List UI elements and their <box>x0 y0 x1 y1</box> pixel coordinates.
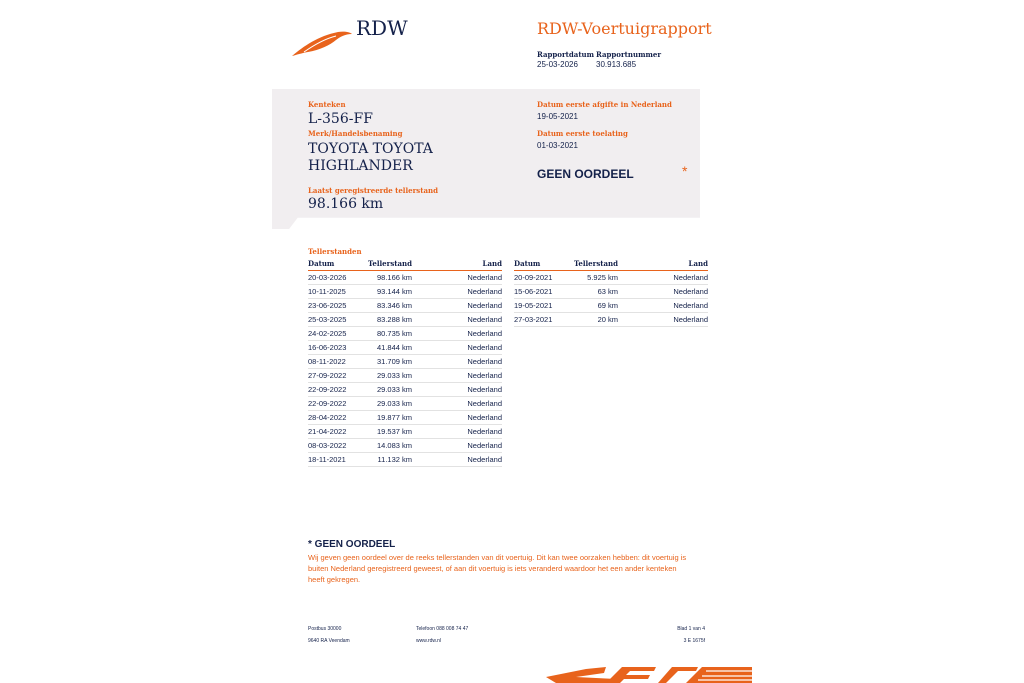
cell-country: Nederland <box>412 369 502 383</box>
decorative-stripes-icon <box>546 663 752 683</box>
first-admission-value: 01-03-2021 <box>537 141 578 150</box>
cell-date: 20-09-2021 <box>514 271 574 285</box>
table-row <box>308 383 502 397</box>
cell-date: 19-05-2021 <box>514 299 574 313</box>
table-row <box>308 411 502 425</box>
footer-page: Blad 1 van 4 <box>677 626 705 632</box>
col-date: Datum <box>514 259 574 271</box>
cell-date: 22-09-2022 <box>308 383 368 397</box>
cell-country: Nederland <box>412 355 502 369</box>
odometer-table-left <box>308 259 502 467</box>
make-line-2: HIGHLANDER <box>308 158 413 174</box>
plate-label: Kenteken <box>308 100 346 109</box>
cell-date: 16-06-2023 <box>308 341 368 355</box>
cell-reading: 80.735 km <box>368 327 412 341</box>
table-row <box>308 425 502 439</box>
cell-country: Nederland <box>412 299 502 313</box>
footer-po-box: Postbus 30000 <box>308 626 342 632</box>
cell-country: Nederland <box>412 439 502 453</box>
table-row <box>308 453 502 467</box>
footer-phone: Telefoon 088 008 74 47 <box>416 626 469 632</box>
verdict: GEEN OORDEEL <box>537 167 634 181</box>
table-row <box>308 341 502 355</box>
footer-website: www.rdw.nl <box>416 638 442 644</box>
col-country: Land <box>618 259 708 271</box>
table-row <box>308 439 502 453</box>
report-number: 30.913.685 <box>596 60 637 69</box>
cell-reading: 63 km <box>574 285 618 299</box>
cell-date: 10-11-2025 <box>308 285 368 299</box>
table-row <box>308 327 502 341</box>
last-odometer-label: Laatst geregistreerde tellerstand <box>308 186 438 195</box>
table-row <box>514 271 708 285</box>
cell-reading: 14.083 km <box>368 439 412 453</box>
cell-country: Nederland <box>618 299 708 313</box>
cell-country: Nederland <box>412 285 502 299</box>
table-row <box>308 271 502 285</box>
cell-date: 18-11-2021 <box>308 453 368 467</box>
col-date: Datum <box>308 259 368 271</box>
cell-country: Nederland <box>618 271 708 285</box>
cell-reading: 29.033 km <box>368 397 412 411</box>
cell-country: Nederland <box>412 341 502 355</box>
report-title: RDW-Voertuigrapport <box>537 19 712 38</box>
cell-reading: 83.346 km <box>368 299 412 313</box>
first-nl-value: 19-05-2021 <box>537 112 578 121</box>
cell-date: 20-03-2026 <box>308 271 368 285</box>
cell-country: Nederland <box>618 313 708 327</box>
cell-reading: 31.709 km <box>368 355 412 369</box>
cell-reading: 98.166 km <box>368 271 412 285</box>
cell-reading: 20 km <box>574 313 618 327</box>
table-row <box>308 299 502 313</box>
cell-date: 27-03-2021 <box>514 313 574 327</box>
cell-reading: 83.288 km <box>368 313 412 327</box>
table-row <box>308 369 502 383</box>
cell-reading: 19.537 km <box>368 425 412 439</box>
cell-country: Nederland <box>412 425 502 439</box>
cell-date: 23-06-2025 <box>308 299 368 313</box>
cell-date: 08-11-2022 <box>308 355 368 369</box>
cell-date: 25-03-2025 <box>308 313 368 327</box>
cell-date: 15-06-2021 <box>514 285 574 299</box>
cell-reading: 41.844 km <box>368 341 412 355</box>
cell-reading: 93.144 km <box>368 285 412 299</box>
table-row <box>308 355 502 369</box>
cell-date: 27-09-2022 <box>308 369 368 383</box>
cell-reading: 5.925 km <box>574 271 618 285</box>
first-nl-label: Datum eerste afgifte in Nederland <box>537 100 672 109</box>
col-reading: Tellerstand <box>368 259 412 271</box>
rdw-logo-icon <box>290 28 354 58</box>
cell-country: Nederland <box>412 383 502 397</box>
cell-reading: 11.132 km <box>368 453 412 467</box>
table-row <box>308 313 502 327</box>
note-title: * GEEN OORDEEL <box>308 539 396 550</box>
col-country: Land <box>412 259 502 271</box>
plate-value: L-356-FF <box>308 111 373 127</box>
table-row <box>514 299 708 313</box>
cell-country: Nederland <box>412 271 502 285</box>
cell-date: 24-02-2025 <box>308 327 368 341</box>
verdict-asterisk: * <box>682 163 688 179</box>
cell-reading: 19.877 km <box>368 411 412 425</box>
cell-reading: 29.033 km <box>368 369 412 383</box>
cell-date: 21-04-2022 <box>308 425 368 439</box>
make-line-1: TOYOTA TOYOTA <box>308 141 433 157</box>
make-label: Merk/Handelsbenaming <box>308 129 403 138</box>
cell-reading: 29.033 km <box>368 383 412 397</box>
cell-date: 28-04-2022 <box>308 411 368 425</box>
cell-country: Nederland <box>412 397 502 411</box>
cell-country: Nederland <box>618 285 708 299</box>
odometer-section-title: Tellerstanden <box>308 247 362 256</box>
cell-country: Nederland <box>412 453 502 467</box>
cell-date: 22-09-2022 <box>308 397 368 411</box>
cell-reading: 69 km <box>574 299 618 313</box>
first-admission-label: Datum eerste toelating <box>537 129 628 138</box>
table-row <box>514 285 708 299</box>
col-reading: Tellerstand <box>574 259 618 271</box>
note-line-2: buiten Nederland geregistreerd geweest, of aan dit voertuig is iets veranderd waardoor het een ander kenteken <box>308 564 677 573</box>
footer-address: 9640 RA Veendam <box>308 638 350 644</box>
brand-name: RDW <box>356 16 408 40</box>
table-row <box>308 397 502 411</box>
last-odometer-value: 98.166 km <box>308 196 384 212</box>
note-line-1: Wij geven geen oordeel over de reeks tellerstanden van dit voertuig. Dit kan twee oorzaken hebben: dit voertuig is <box>308 553 687 562</box>
table-row <box>308 285 502 299</box>
table-row <box>514 313 708 327</box>
report-date-label: Rapportdatum <box>537 50 595 59</box>
report-date: 25-03-2026 <box>537 60 578 69</box>
cell-country: Nederland <box>412 411 502 425</box>
report-number-label: Rapportnummer <box>596 50 662 59</box>
note-line-3: heeft gekregen. <box>308 575 361 584</box>
cell-country: Nederland <box>412 313 502 327</box>
cell-date: 08-03-2022 <box>308 439 368 453</box>
odometer-table-right <box>514 259 708 327</box>
footer-code: 3 E 1675f <box>683 638 705 644</box>
cell-country: Nederland <box>412 327 502 341</box>
